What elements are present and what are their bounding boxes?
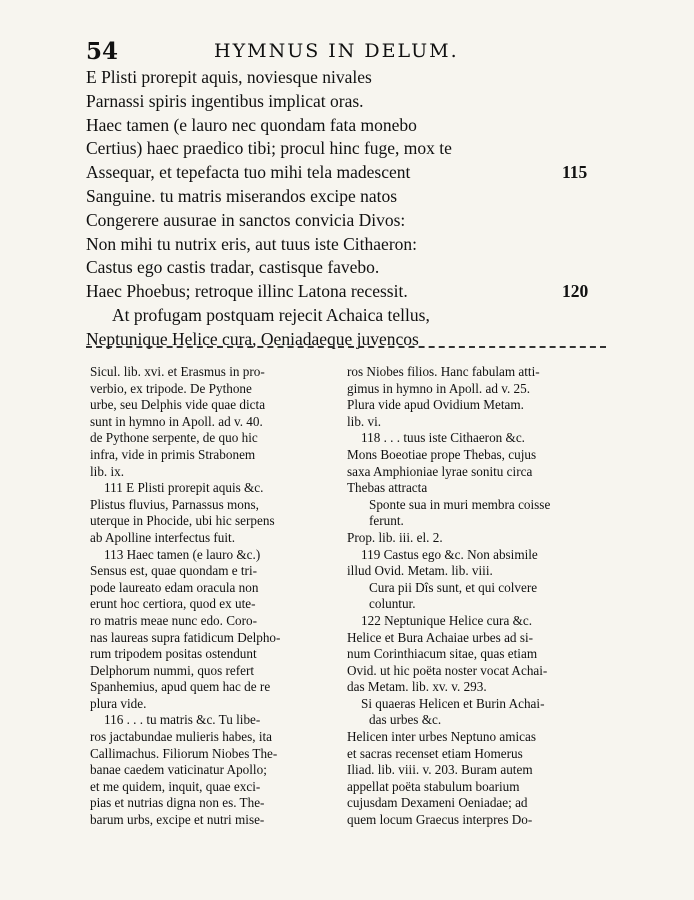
verse-text: Sanguine. tu matris miserandos excipe natos (86, 185, 398, 206)
footnote-line: urbe, seu Delphis vide quae dicta (90, 397, 266, 413)
footnote-line: Helicen inter urbes Neptuno amicas (347, 729, 536, 745)
footnote-line: Prop. lib. iii. el. 2. (347, 529, 443, 545)
footnote-line: Ovid. ut hic poëta noster vocat Achai- (347, 662, 548, 678)
verse-text: Assequar, et tepefacta tuo mihi tela madescent (86, 162, 411, 183)
verse-line (86, 280, 606, 304)
verse-text: Congerere ausurae in sanctos convicia Divos: (86, 209, 406, 230)
footnote-line: lib. ix. (90, 463, 125, 479)
verse-text: Haec Phoebus; retroque illinc Latona recessit. (86, 281, 408, 302)
line-number: 115 (562, 162, 588, 183)
footnote-line: barum urbs, excipe et nutri mise- (90, 812, 265, 828)
footnote-line: et me quidem, inquit, quae exci- (90, 778, 261, 794)
verse-text: Castus ego castis tradar, castisque favebo. (86, 257, 380, 278)
footnote-line: ab Apolline interfectus fuit. (90, 529, 236, 545)
footnote-line: cujusdam Dexameni Oeniadae; ad (347, 795, 528, 811)
footnote-line: verbio, ex tripode. De Pythone (90, 380, 252, 396)
footnote-line: 118 . . . tuus iste Cithaeron &c. (361, 430, 525, 446)
poem-text (86, 66, 606, 352)
footnote-line: coluntur. (369, 596, 416, 612)
footnote-line: Sponte sua in muri membra coisse (369, 496, 551, 512)
footnote-line: Cura pii Dîs sunt, et qui colvere (369, 579, 538, 595)
verse-line (86, 256, 606, 280)
footnote-line: pode laureato edam oracula non (90, 579, 259, 595)
footnote-line: et sacras recenset etiam Homerus (347, 745, 523, 761)
verse-line (86, 90, 606, 114)
footnote-line: plura vide. (90, 695, 147, 711)
footnote-line: Si quaeras Helicen et Burin Achai- (361, 695, 545, 711)
footnote-line: ros Niobes filios. Hanc fabulam atti- (347, 364, 540, 379)
footnote-line: ros jactabundae mulieris habes, ita (90, 729, 272, 745)
footnote-line: Sensus est, quae quondam e tri- (90, 563, 258, 579)
footnote-line: gimus in hymno in Apoll. ad v. 25. (347, 380, 531, 396)
verse-line (86, 233, 606, 257)
line-number: 120 (562, 281, 589, 302)
footnote-line: 122 Neptunique Helice cura &c. (361, 612, 533, 628)
footnote-line: saxa Amphioniae lyrae sonitu circa (347, 463, 533, 479)
verse-line (86, 185, 606, 209)
verse-text: Parnassi spiris ingentibus implicat oras. (86, 90, 364, 111)
footnote-line: Thebas attracta (347, 480, 428, 496)
verse-text: At profugam postquam rejecit Achaica tellus, (112, 304, 430, 325)
running-title: HYMNUS IN DELUM. (214, 40, 459, 62)
verse-line (86, 209, 606, 233)
footnote-line: num Corinthiacum sitae, quas etiam (347, 646, 538, 662)
footnote-line: Plura vide apud Ovidium Metam. (347, 397, 524, 413)
footnote-line: Plistus fluvius, Parnassus mons, (90, 496, 259, 512)
verse-line (86, 304, 606, 328)
footnote-line: Helice et Bura Achaiae urbes ad si- (347, 629, 534, 645)
footnote-line: 111 E Plisti prorepit aquis &c. (104, 480, 264, 496)
footnote-line: nas laureas supra fatidicum Delpho- (90, 629, 281, 645)
footnote-divider (86, 346, 606, 348)
footnote-line: 113 Haec tamen (e lauro &c.) (104, 546, 261, 562)
footnote-line: 119 Castus ego &c. Non absimile (361, 546, 538, 562)
footnote-line: banae caedem vaticinatur Apollo; (90, 762, 267, 778)
verse-line (86, 66, 606, 90)
footnote-line: Delphorum nummi, quos refert (90, 662, 255, 678)
footnote-line: das Metam. lib. xv. v. 293. (347, 679, 487, 695)
footnote-line: Callimachus. Filiorum Niobes The- (90, 745, 278, 761)
footnote-line: pias et nutrias digna non es. The- (90, 795, 265, 811)
footnote-line: sunt in hymno in Apoll. ad v. 40. (90, 413, 263, 429)
verse-text: E Plisti prorepit aquis, noviesque nivales (86, 67, 372, 87)
footnote-line: Mons Boeotiae prope Thebas, cujus (347, 446, 537, 462)
footnote-line: Spanhemius, apud quem hac de re (90, 679, 271, 695)
verse-line (86, 161, 606, 185)
page-number: 54 (86, 38, 119, 65)
footnote-line: appellat poëta stabulum boarium (347, 778, 520, 794)
footnote-line: uterque in Phocide, ubi hic serpens (90, 513, 275, 529)
verse-text: Neptunique Helice cura, Oeniadaeque juvencos (86, 328, 419, 349)
footnote-line: erunt hoc certiora, quod ex ute- (90, 596, 256, 612)
verse-line (86, 114, 606, 138)
footnote-line: illud Ovid. Metam. lib. viii. (347, 563, 493, 579)
footnote-line: infra, vide in primis Strabonem (90, 446, 256, 462)
footnote-line: das urbes &c. (369, 712, 442, 728)
verse-text: Non mihi tu nutrix eris, aut tuus iste Cithaeron: (86, 233, 418, 254)
footnote-line: de Pythone serpente, de quo hic (90, 430, 258, 446)
footnote-line: Sicul. lib. xvi. et Erasmus in pro- (90, 364, 265, 379)
footnote-line: ro matris meae nunc edo. Coro- (90, 612, 257, 628)
footnote-line: ferunt. (369, 513, 404, 529)
footnote-line: rum tripodem positas ostendunt (90, 646, 257, 662)
footnotes-left-column (90, 364, 340, 829)
verse-text: Haec tamen (e lauro nec quondam fata monebo (86, 114, 417, 135)
footnotes-right-column (347, 364, 602, 829)
footnote-line: 116 . . . tu matris &c. Tu libe- (104, 712, 261, 728)
verse-line (86, 137, 606, 161)
footnote-line: quem locum Graecus interpres Do- (347, 812, 533, 828)
footnote-line: Iliad. lib. viii. v. 203. Buram autem (347, 762, 533, 778)
verse-text: Certius) haec praedico tibi; procul hinc fuge, mox te (86, 138, 452, 159)
footnote-line: lib. vi. (347, 413, 382, 429)
